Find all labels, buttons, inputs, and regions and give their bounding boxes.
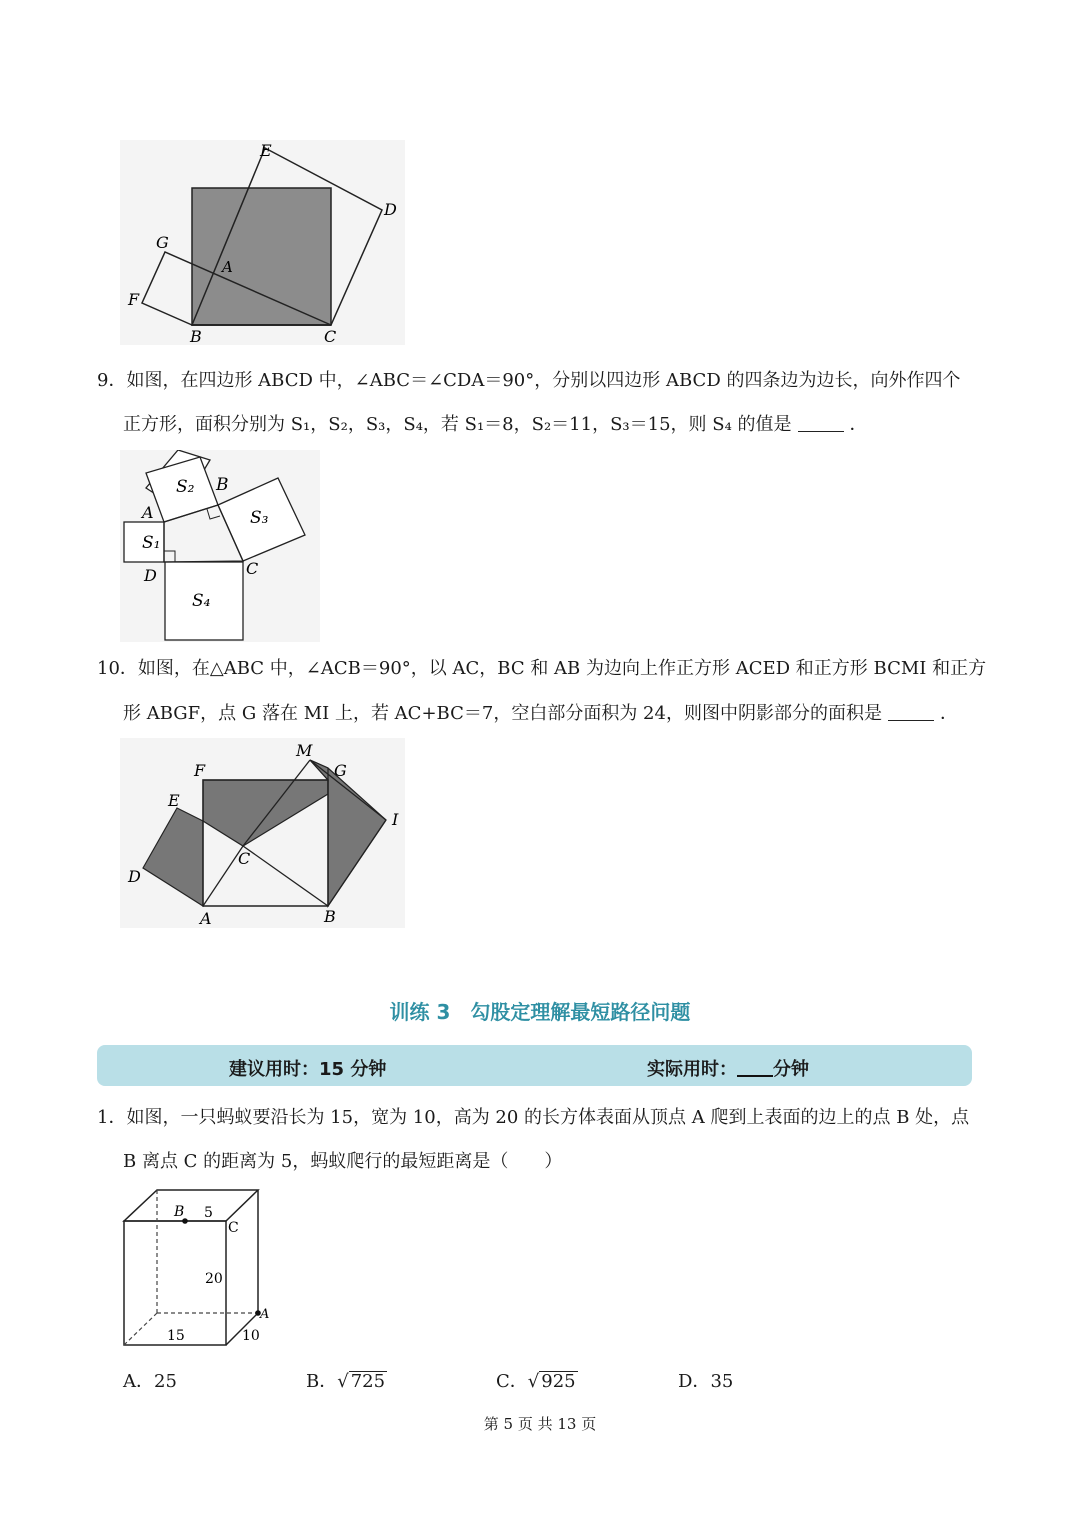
label-C: C [324, 327, 337, 345]
label-C: C [228, 1220, 239, 1236]
label-10: 10 [242, 1328, 260, 1344]
section-title: 训练 3 勾股定理解最短路径问题 [389, 1000, 691, 1024]
label-F: F [194, 761, 206, 780]
figure-q9 [120, 450, 320, 642]
option-d-label: D． [678, 1371, 711, 1392]
q10-line1: 10．如图，在△ABC 中，∠ACB＝90°，以 AC，BC 和 AB 为边向上作正方形 ACED 和正方形 BCMI 和正方 [97, 658, 987, 679]
answer-blank[interactable] [798, 413, 844, 432]
label-C: C [238, 849, 251, 868]
figure-q10 [120, 738, 405, 928]
label-D: D [144, 566, 157, 585]
option-c-label: C． [496, 1371, 528, 1392]
figure-cuboid [110, 1185, 285, 1350]
label-15: 15 [167, 1328, 185, 1344]
actual-time-label: 实际用时： [647, 1059, 737, 1080]
option-b-label: B． [306, 1371, 338, 1392]
q9-line1: 9．如图，在四边形 ABCD 中，∠ABC＝∠CDA＝90°，分别以四边形 ABCD 的四条边为边长，向外作四个 [97, 370, 961, 391]
label-B: B [216, 475, 229, 495]
q10-line2-text: 形 ABGF，点 G 落在 MI 上，若 AC+BC＝7，空白部分面积为 24，则图中阴影部分的面积是 [123, 703, 882, 724]
page-footer: 第 5 页 共 13 页 [483, 1415, 597, 1433]
label-I: I [392, 810, 399, 829]
label-D: D [384, 200, 397, 219]
q9-line2 [123, 413, 868, 437]
label-B: B [174, 1204, 185, 1220]
q1-line1: 1．如图，一只蚂蚁要沿长为 15，宽为 10，高为 20 的长方体表面从顶点 A 爬到上表面的边上的点 B 处，点 [97, 1107, 970, 1128]
label-S1: S₁ [142, 533, 161, 553]
label-G: G [334, 761, 347, 780]
label-M: M [296, 741, 313, 760]
label-B: B [190, 327, 202, 345]
option-a-value: 25 [154, 1371, 177, 1392]
option-d-value: 35 [710, 1371, 734, 1392]
label-F: F [128, 290, 140, 309]
option-b[interactable]: B．√ 725 [306, 1371, 386, 1392]
label-S2: S₂ [176, 477, 195, 497]
q10-line2 [123, 702, 958, 726]
label-B: B [324, 907, 336, 926]
option-a-label: A． [123, 1371, 154, 1392]
option-b-value: 725 [350, 1371, 386, 1392]
label-D: D [128, 867, 141, 886]
time-bar [97, 1045, 972, 1086]
label-A: A [200, 909, 212, 928]
label-E: E [260, 141, 272, 160]
actual-time-blank[interactable] [737, 1058, 773, 1077]
label-S4: S₄ [192, 591, 211, 611]
label-A: A [222, 258, 233, 276]
label-A: A [142, 503, 154, 522]
suggested-time: 建议用时：15 分钟 [229, 1059, 387, 1080]
shaded-square [192, 188, 331, 325]
label-5: 5 [204, 1205, 213, 1221]
answer-blank[interactable] [888, 702, 934, 721]
label-20: 20 [205, 1271, 223, 1287]
q10-line2-end: ． [939, 703, 958, 724]
actual-time-unit: 分钟 [773, 1059, 809, 1080]
actual-time [647, 1055, 809, 1081]
label-E: E [168, 791, 180, 810]
label-S3: S₃ [250, 508, 269, 528]
figure-squares-top [120, 140, 405, 345]
q9-line2-end: ． [849, 414, 868, 435]
option-c[interactable]: C．√ 925 [496, 1371, 576, 1392]
option-c-value: 925 [541, 1371, 576, 1392]
label-A: A [260, 1307, 270, 1322]
label-C: C [246, 559, 259, 578]
option-d[interactable] [678, 1367, 733, 1393]
label-G: G [156, 233, 169, 252]
q1-line2: B 离点 C 的距离为 5，蚂蚁爬行的最短距离是（ ） [123, 1151, 563, 1172]
option-a[interactable] [123, 1367, 177, 1393]
q9-line2-text: 正方形，面积分别为 S₁，S₂，S₃，S₄，若 S₁＝8，S₂＝11，S₃＝15，则 S₄ 的值是 [123, 414, 792, 435]
